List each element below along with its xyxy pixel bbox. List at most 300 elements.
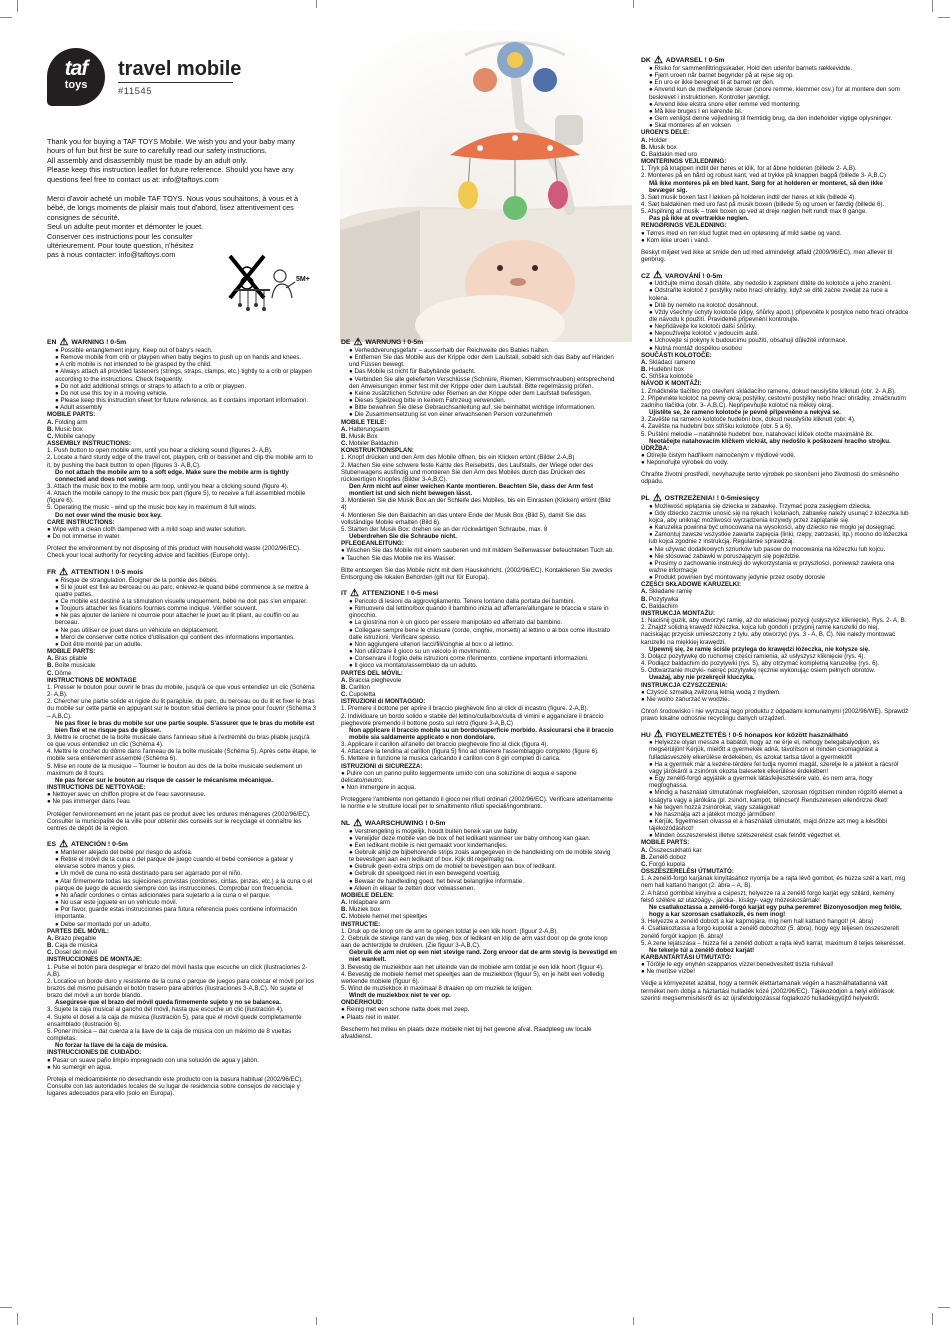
assembly-step: 3. Dołącz pozytywkę do ruchomej części ramienia, aż usłyszysz kliknięcie (rys. 4). bbox=[641, 652, 866, 660]
intro-line: consignes de sécurité. bbox=[47, 212, 120, 222]
warning-title: WARNING ! 0-5m bbox=[71, 339, 127, 347]
warning-item: ● Gebruik geen extra strips om de mobiel te bevestigen aan box of ledikant. bbox=[349, 863, 557, 871]
part-item bbox=[641, 359, 909, 366]
part-item bbox=[47, 949, 317, 956]
assembly-step: 4. Sujete el dosel a la caja de música (ilustración 5), para que el móvil quede completamente ensamblado (ilustración 6). bbox=[47, 1013, 302, 1028]
assembly-step: 4. Csatlakoztassa a forgó kupolát a zenélő dobozhoz (5. ábra), hogy egy teljesen összeszerelt zenélő forgót kapjon (6. ábra)! bbox=[641, 925, 899, 940]
part-letter: A. bbox=[641, 358, 648, 366]
language-code: ES bbox=[47, 841, 57, 849]
warning-item: ● Retire el móvil de la cuna o del parque de juego cuando el bebé comience a gatear y elevarse sobre manos y pies. bbox=[55, 856, 293, 871]
part-item bbox=[641, 137, 909, 144]
warning-item: ● Bitte bewahren Sie diese Gebrauchsanleitung auf, sie beinhaltet wichtige Informationen. bbox=[349, 404, 596, 412]
assembly-step: 2. Monteres på en hård og robust kant, ved at trykke på knappen bagpå (billede 3- A,B,C) bbox=[641, 172, 886, 180]
part-letter: C. bbox=[341, 440, 348, 448]
warning-item: ● Adult assembly bbox=[55, 404, 103, 412]
assembly-note: Ujistěte se, že rameno kolotoče je pevně připevněno a nekývá se. bbox=[649, 409, 841, 417]
assembly-step: 2. Připevněte kolotoč na pevný okraj postýlky, cestovní postýlky nebo hrací ohrádky, zmáčknutím zadního tlačítka (obr. 3- A,B,C). Nepřipevňujte kolotoč na měkký okraj. bbox=[641, 394, 906, 409]
assembly-note: Ne pas fixer le bras du mobile sur une partie souple. S'assurer que le bras du mobile est bien fixé et ne risque pas de glisser. bbox=[55, 719, 315, 734]
warning-item: ● Nie używać dodatkowych sznurków lub pasow do mocowania na łóżeczku lub kojcu. bbox=[649, 545, 886, 553]
warning-heading bbox=[47, 841, 317, 849]
warning-item: ● Risiko for sammenfiltringsskader. Hold den udenfor barnets rækkevidde. bbox=[649, 65, 853, 72]
intro-line: Conserver ces instructions pour les consulter bbox=[47, 231, 193, 241]
care-heading: ISTRUZIONI di SICUREZZA: bbox=[341, 762, 423, 770]
assembly-note: Gebruik de arm niet op een niet stevige rand. Zorg ervoor dat de arm stevig is bevestigd en niet wankelt. bbox=[349, 949, 617, 964]
warning-item: ● Gem venligst denne vejledning til fremtidig brug, da den indeholder vigtige oplysninger. bbox=[649, 115, 893, 123]
warning-item: ● Non aggiungere ulteriori lacci/fili/cinghie al box o al lettino. bbox=[349, 640, 514, 648]
care-item: ● Nie wolno zanurzać w wodzie. bbox=[641, 695, 730, 703]
language-code: DK bbox=[641, 57, 651, 65]
part-item bbox=[641, 847, 909, 854]
warning-item: ● Produkt powinien być montowany jedynie przez osoby dorosłe bbox=[649, 574, 826, 582]
warning-triangle-icon: ⚠ bbox=[653, 55, 663, 66]
taf-toys-logo bbox=[47, 48, 105, 106]
parts-heading: PARTES DEL MÓVIL: bbox=[341, 669, 403, 677]
part-name: Dosel del móvil bbox=[53, 949, 97, 957]
warning-item: ● Fjern uroen når barnet begynder på at rejse sig op. bbox=[649, 72, 795, 80]
warning-item: ● Vždy všechny úchyty kolotoče (klipy, šňůrky apod.) připevněte k postýlce nebo hrací ohrádce dle návodu k použití. Pravidelně připevnění kontrolujte. bbox=[649, 308, 909, 323]
assembly-step: 5. Starten der Musik Box: drehen sie an der rückwärtigen Schraube, max. 8 bbox=[341, 525, 548, 533]
part-letter: C. bbox=[47, 949, 54, 957]
part-name: Baldachim bbox=[647, 602, 678, 610]
environment-note: Protect the environment by not disposing of this product with household waste (2002/96/EC). Check your local authority for recycling advice and facilities (Europe only). bbox=[47, 545, 301, 560]
environment-note: Protéger l'environnement en ne jetant pas ce produit avec les ordures ménageres (2002/96/EC). Consulter la municipalité de la ville pour obtenir des conseils sur le recyclage et connaître les centres de dépôt de la région. bbox=[47, 810, 311, 832]
warning-item: ● Alleen in elkaar te zetten door volwassenen. bbox=[349, 884, 476, 892]
language-code: PL bbox=[641, 495, 650, 503]
assembly-note: Ne pas forcer sur le bouton au risque de casser le mécanisme mécanique. bbox=[55, 776, 274, 784]
part-item bbox=[341, 433, 617, 440]
care-item: ● Kom ikke uroen i vand. bbox=[641, 236, 710, 244]
assembly-heading: ASSEMBLY INSTRUCTIONS: bbox=[47, 440, 131, 448]
warning-triangle-icon: ⚠ bbox=[653, 270, 663, 282]
warning-triangle-icon: ⚠ bbox=[353, 817, 363, 829]
part-letter: B. bbox=[341, 432, 348, 440]
language-code: CZ bbox=[641, 272, 651, 280]
assembly-step: 1. Pulse el botón para desplegar el brazo del móvil hasta que escuche un click (ilustraciones 2-A,B). bbox=[47, 963, 308, 978]
warning-triangle-icon: ⚠ bbox=[59, 337, 69, 348]
warning-item: ● Ha a gyermek már a kezére-térdére fel tudja nyomni magát, szerelje le a játékot a rácsról vagy járókáról a zsinórok okozta balesetek elkerülése érdekében! bbox=[649, 760, 899, 775]
assembly-step: 5. Wind de muziekbox in maximaal 8 draaien op om muziek te krijgen. bbox=[341, 984, 533, 992]
warning-item: ● Karuzelka powinna być umocowana na wysokości, aby dziecko nie mogło jej dosięgnąć. bbox=[649, 524, 896, 532]
part-name: Skládací rameno bbox=[647, 358, 696, 366]
environment-note: Beskyt miljøet ved ikke at smide den ud med almindeligt affald (2009/96/EC), men aflever til genbrug. bbox=[641, 248, 892, 264]
assembly-heading: INSTRUCCIONES DE MONTAJE: bbox=[47, 956, 143, 964]
warning-item: ● Gebruik dit speelgoed niet in een bewegend voertuig. bbox=[349, 870, 501, 878]
warning-item: ● Możliwość wplątania się dziecka w zabawkę. Trzymać poza zasięgiem dziecka. bbox=[649, 502, 872, 510]
care-item: ● Pasar un suave paño limpio impregnado con una solución de agua y jabón. bbox=[47, 1056, 259, 1064]
part-letter: C. bbox=[47, 669, 54, 677]
part-letter: B. bbox=[341, 683, 348, 691]
warning-item: ● Das Mobile ist nicht für Babyhände gedacht. bbox=[349, 368, 476, 376]
warning-title: ATTENTION ! 0-5 mois bbox=[71, 568, 144, 576]
care-item: ● Czyścić szmatką zwilżoną letnią wodą z mydłem. bbox=[641, 688, 781, 696]
mobile-toy-pictogram bbox=[232, 285, 272, 313]
parts-heading: PARTES DEL MÓVIL: bbox=[47, 927, 109, 935]
assembly-step: 5. Mise en route de la musique – Tourner le bouton au dos de la boîte musicale seulement un maximum de 8 tours. bbox=[47, 762, 303, 777]
assembly-heading: KONSTRUKTIONSPLAN: bbox=[341, 447, 414, 455]
warning-item: ● Non utilizzare il gioco su un veicolo in movimento. bbox=[349, 648, 491, 656]
care-item: ● Tørres med en ren klud fugtet med en opløsning af mild sæbe og vand. bbox=[641, 229, 842, 237]
warning-item: ● Ne tegyen hozzá zsinórokat, vagy szalagokat! bbox=[649, 803, 781, 811]
part-name: Carillon bbox=[347, 683, 370, 691]
part-name: Folding arm bbox=[53, 418, 88, 426]
warning-heading bbox=[341, 339, 617, 347]
language-code: HU bbox=[641, 731, 651, 739]
assembly-step: 5. Operating the music - wind up the music box key in maximum 8 full winds. bbox=[47, 504, 257, 512]
warning-item: ● Possible entanglement injury. Keep out of baby's reach. bbox=[55, 347, 213, 354]
part-name: Pozytywka bbox=[647, 595, 679, 603]
warning-item: ● Conservare il foglio delle istruzioni come riferimento, contiene importanti informazioni. bbox=[349, 655, 589, 663]
warning-item: ● Verstrengeling is mogelijk, houdt buiten bereik van uw baby. bbox=[349, 827, 519, 835]
assembly-step: 5. Mettere in funzione la musica caricando il carillon con 8 giri completi di carica. bbox=[341, 755, 561, 763]
part-item bbox=[641, 144, 909, 151]
environment-note: Chraňte životní prostředí, nevyhazujte tento výrobek po skončení jeho životnosti do směsného odpadu. bbox=[641, 471, 899, 486]
part-item bbox=[47, 662, 317, 669]
warning-heading bbox=[641, 731, 909, 739]
warning-item: ● Nepřidávejte ke kolotoči další šňůrky. bbox=[649, 323, 757, 331]
assembly-step: 5. Puštění melodie – natáhněte hudební box, natahovací klíček otočte maximálně 8x. bbox=[641, 430, 874, 438]
care-heading: ÚDRŽBA: bbox=[641, 444, 670, 452]
product-photo bbox=[340, 30, 632, 342]
warning-item: ● Gdy dziecko zacznie unosić się na rękach i kolanach, zabawkę należy usunąć z łóżeczka lub kojca, aby uniknąć możliwości wyrządzenia krzywdy przez zaplątanie się. bbox=[649, 509, 909, 524]
age-badge: 5M+ bbox=[296, 276, 310, 283]
part-item bbox=[341, 899, 617, 906]
part-letter: C. bbox=[641, 373, 648, 381]
warning-item: ● Keine zusätzlichen Schnüre oder Riemen an der Krippe oder dem Laufstall befestigen. bbox=[349, 389, 592, 397]
assembly-step: 1. Presser le bouton pour ouvrir le bras du mobile, jusqu'à ce que vous entendiez un clic (Schéma 2- A,B). bbox=[47, 683, 315, 699]
assembly-step: 1. A zenélő-forgó karjának kinyitásához nyomja be a rajta lévő gombot, és húzza szét a kart, míg nem hall kattanó hangot (2. ábra – A, B). bbox=[641, 875, 906, 890]
environment-note: Bitte entsorgen Sie das Mobile nicht mit dem Hauskehricht. (2002/96/EC). Kontaktieren Sie zwecks Entsorgung die lokalen Behörden (gilt nur für Europa). bbox=[341, 566, 613, 581]
warning-item: ● Må ikke bruges I en kørende bil. bbox=[649, 107, 743, 115]
care-item: ● Plaats niet in water. bbox=[341, 1013, 401, 1021]
warning-item: ● Risque de strangulation. Éloigner de la portée des bébés. bbox=[55, 576, 218, 584]
part-name: Baldakin med uro bbox=[647, 150, 698, 158]
part-letter: C. bbox=[341, 691, 348, 699]
intro-line: Seul un adulte peut monter et démonter le jouet. bbox=[47, 222, 204, 232]
part-item bbox=[341, 691, 617, 698]
crop-mark bbox=[932, 0, 933, 12]
warning-triangle-icon: ⚠ bbox=[59, 566, 69, 578]
language-code: IT bbox=[341, 590, 348, 598]
part-letter: B. bbox=[641, 853, 648, 861]
warning-item: ● Anvend ikke ekstra snore eller remme ved montering. bbox=[649, 100, 801, 108]
baby-pictogram bbox=[268, 268, 298, 302]
part-letter: A. bbox=[341, 676, 348, 684]
assembly-step: 3. Applicare il carillon all'anello del braccio pieghevole fino al click (figura 4). bbox=[341, 741, 549, 749]
warning-item: ● Kérjük, figyelmesen olvassa el a használati útmutatót, majd őrizze azt meg a későbbi tájékozódáshoz! bbox=[649, 818, 887, 833]
assembly-note: Ueberdrehen Sie die Schraube nicht. bbox=[349, 533, 457, 541]
warning-item: ● Debe ser montado por un adulto. bbox=[55, 920, 151, 928]
warning-item: ● Ne használja azt a játékot mozgó járműben! bbox=[649, 810, 775, 818]
assembly-step: 4. Attaccare la tendina al carillon (figura 5) fino ad ottenere l'assemblaggio completo (figure 6). bbox=[341, 748, 599, 756]
care-item: ● Törölje le egy enyhén szappanos vízzel benedvesített tiszta ruhával! bbox=[641, 961, 834, 969]
warning-item: ● Doit être monté par un adulte. bbox=[55, 640, 143, 648]
environment-note: Chroń środowisko i nie wyrzucaj tego produktu z odpadami komunalnymi (2002/96/WE). Sprawdź prawo lokalne odnośnie recyclingu danych urządzeń. bbox=[641, 707, 909, 723]
column-3 bbox=[641, 57, 909, 1002]
warning-item: ● Verheddverungsgefahr – ausserhalb der Reichweite des Babies halten. bbox=[349, 347, 550, 354]
parts-heading: SOUČÁSTI KOLOTOČE: bbox=[641, 351, 712, 359]
assembly-step: 4. Sæt baldakinen med uro fast på musik boxen (billede 5) og uroen er færdig (billede 6). bbox=[641, 200, 885, 208]
assembly-note: Windt de muziekbox niet te ver op. bbox=[349, 992, 451, 1000]
warning-heading bbox=[641, 57, 909, 65]
parts-heading: MOBILE PARTS: bbox=[47, 411, 96, 419]
assembly-note: Ne tekerje túl a zenélő doboz karját! bbox=[649, 946, 755, 954]
warning-item: ● Un móvil de cuna no está destinado para ser agarrado por el niño. bbox=[55, 870, 243, 878]
assembly-step: 5. Poner música – dar cuerda a la llave de la caja de música con un máximo de 8 vueltas completas. bbox=[47, 1027, 292, 1043]
part-item bbox=[641, 603, 909, 610]
warning-item: ● Verwijder deze mobile van de box of het ledikant wanneer uw baby omhoog kan gaan. bbox=[349, 834, 591, 842]
part-name: Hudební box bbox=[647, 366, 684, 374]
intro-line: ultérieurement. Pour toute question, n'hésitez bbox=[47, 241, 194, 251]
warning-item: ● Always attach all provided fasteners (strings, straps, clamps, etc.) tightly to a crib or playpen according to the instructions. Check frequently. bbox=[55, 368, 312, 383]
warning-item: ● Si le jouet est fixé au berceau ou au parc, enlevez-le quand bébé commence à se mettre à quatre pattes. bbox=[55, 583, 309, 598]
assembly-note: Do not attach the mobile arm to a soft edge. Make sure the mobile arm is tightly connected and does not swing. bbox=[55, 468, 289, 483]
intro-line: All assembly and disassembly must be made by an adult only. bbox=[47, 155, 248, 165]
warning-item: ● Mantener alejado del bebé por riesgo de asfixia. bbox=[55, 849, 193, 856]
warning-title: OSTRZEŻENIA! ! 0-5miesięcy bbox=[664, 495, 760, 503]
assembly-step: 5. Afspilning af musik – træk boxen op ved at dreje nøglen helt rundt max 8 gange. bbox=[641, 208, 867, 216]
care-item: ● Ne pas immerger dans l'eau bbox=[47, 798, 130, 806]
part-item bbox=[341, 440, 617, 447]
warning-triangle-icon: ⚠ bbox=[353, 337, 363, 348]
assembly-step: 2. Chercher une partie solide et rigide du lit parapluie, du parc, du berceau ou du lit et fixer le bras du mobile sur cette partie en appuyant sur le bouton situé derrière la pince pour l'ouvrir (Schéma 3 – A,B,C). bbox=[47, 698, 317, 720]
warning-heading bbox=[47, 339, 317, 347]
warning-heading bbox=[641, 272, 909, 280]
assembly-heading: NÁVOD K MONTÁŽI: bbox=[641, 380, 702, 388]
assembly-step: 1. Druk op de knop om de arm te openen totdat je een klik hoort. (figuur 2-A,B). bbox=[341, 927, 559, 935]
fold-mark bbox=[316, 1317, 317, 1325]
assembly-step: 1. Tryk på knappen indtil der høres et klik, for at åbne holderen (billede 2- A,B). bbox=[641, 165, 857, 173]
part-letter: B. bbox=[47, 942, 54, 950]
part-name: Mobile canopy bbox=[53, 432, 95, 440]
part-item bbox=[341, 684, 617, 691]
warning-item: ● Pericolo di lesioni da aggrovigliamento. Tenere lontano dalla portata dei bambini. bbox=[349, 598, 576, 605]
assembly-note: Upewnij się, że ramię ściśle przylega do krawędzi łóżeczka, nie kołysze się. bbox=[649, 645, 870, 653]
assembly-step: 4. Zavěšte na hudební box stříšku kolotoče (obr. 5 a 6). bbox=[641, 423, 793, 431]
part-letter: A. bbox=[641, 846, 648, 854]
warning-item: ● Mindig a használati útmutatónak megfelelően, szorosan rögzítsen minden rögzítő elemet a kiságyra vagy a járókára (pl. zsinórt, kampót, bilincset)! Rendszeresen ellenőrizze őket! bbox=[649, 789, 903, 804]
environment-note: Bescherm het milieu en plaats deze mobiele niet bij het gewone afval. Raadpleeg uw locale afvaldienst. bbox=[341, 1025, 592, 1040]
warning-item: ● Ne pas ajouter de lanière ni courroie pour attacher le jouet au lit pliant, au couffin ou au berceau. bbox=[55, 612, 299, 627]
assembly-step: 2. Machen Sie eine schwere feste Kante des Reisebetts, des Laufstalls, der Wiege oder des Stubenwagens ausfindig und montieren Sie den Arm des Mobiles durch das Drücken des rückwertigen Knopfes (Bilder 3-A,B,C). bbox=[341, 461, 594, 483]
part-letter: B. bbox=[47, 425, 54, 433]
care-heading: RENGØRINGS VEJLEDNING: bbox=[641, 222, 727, 230]
warning-item: ● Il gioco va montato/assemblato da un adulto. bbox=[349, 662, 478, 670]
assembly-heading: INSTRUCTIE: bbox=[341, 920, 381, 928]
column-1 bbox=[47, 339, 317, 1097]
part-letter: A. bbox=[47, 655, 54, 663]
warning-item: ● Een ledikant mobile is niet gemaakt voor kinderhandjes. bbox=[349, 841, 508, 849]
part-name: Caja de música bbox=[53, 942, 98, 950]
part-letter: A. bbox=[341, 425, 348, 433]
warning-item: ● Por favor, guarde estas instrucciones para futura referencia pues contiene información importante. bbox=[55, 906, 298, 921]
warning-heading bbox=[341, 590, 617, 598]
crop-mark bbox=[17, 1313, 18, 1325]
assembly-heading: INSTRUCTIONS DE MONTAGE bbox=[47, 676, 137, 684]
part-name: Bras pliable bbox=[53, 655, 88, 663]
assembly-step: 4. Montieren Sie den Baldachin an das untere Ende der Musik Box (Bild 5), damit Sie das vollständige Mobile erhalten (Bild 6). bbox=[341, 511, 586, 526]
care-item: ● Nettoyer avec un chiffon propre et de l'eau savonneuse. bbox=[47, 791, 206, 799]
parts-heading: MOBILE PARTS: bbox=[641, 839, 690, 847]
part-item bbox=[341, 913, 617, 920]
part-name: Musik Box bbox=[347, 432, 378, 440]
assembly-note: Neotáčejte natahovacím klíčkem vickrát, aby nedošlo k poškození hracího strojku. bbox=[649, 437, 891, 445]
intro-line: Merci d'avoir acheté un mobile TAF TOYS. Nous vous souhaitons, à vous et à bbox=[47, 194, 299, 203]
assembly-heading: ISTRUZIONI di MONTAGGIO: bbox=[341, 698, 426, 706]
part-letter: C. bbox=[641, 602, 648, 610]
assembly-step: 3. Montieren Sie die Musik Box an der Schleife des Mobiles, bis ein Einrasten (Klicken) ertönt (Bild 4) bbox=[341, 497, 611, 512]
warning-triangle-icon: ⚠ bbox=[350, 588, 360, 599]
care-heading: INSTRUKCJA CZYSZCZENIA: bbox=[641, 681, 728, 689]
assembly-step: 3. Bevestig de muziekbox aan het uiteinde van de mobiele arm totdat je een klik hoort (figuur 4). bbox=[341, 963, 604, 971]
fold-mark bbox=[633, 0, 634, 8]
assembly-step: 3. Sæt musik boxen fast I løkken på holderen indtil der høres et klik (billede 4). bbox=[641, 193, 856, 201]
part-letter: B. bbox=[47, 662, 54, 670]
fold-mark bbox=[316, 0, 317, 8]
assembly-step: 1. Knopf drücken und den Arm des Mobile öffnen, bis ein Klicken ertönt (Bilder 2-A,B) bbox=[341, 454, 575, 462]
part-letter: C. bbox=[47, 432, 54, 440]
part-name: Cupoletta bbox=[347, 691, 376, 699]
assembly-note: Ne csatlakoztassa a zenélő-forgó karját egy puha peremre! Bizonyosodjon meg felőle, hogy a kar szorosan csatlakozik, és nem inog! bbox=[649, 903, 902, 919]
part-name: Forgó kupola bbox=[647, 860, 686, 868]
intro-en bbox=[47, 137, 332, 184]
assembly-note: Asegúrese que el brazo del móvil queda firmemente sujeto y no se balancea. bbox=[55, 999, 281, 1007]
warning-item: ● Merci de conserver cette notice d'utilisation qui contient des informations importantes. bbox=[55, 633, 295, 641]
warning-heading bbox=[341, 817, 617, 829]
care-heading: ONDERHOUD: bbox=[341, 999, 384, 1007]
part-name: Mobiele hemel met speeltjes bbox=[347, 913, 428, 921]
crop-mark bbox=[938, 1307, 950, 1308]
assembly-note: Den Arm nicht auf einer weichen Kante montieren. Beachten Sie, dass der Arm fest montiert ist und sich nicht bewegen lässt. bbox=[349, 482, 594, 498]
warning-title: WAARSCHUWING ! 0-5m bbox=[365, 819, 446, 827]
part-item bbox=[47, 433, 317, 440]
assembly-note: No forzar la llave de la caja de música. bbox=[55, 1042, 168, 1050]
warning-item: ● Do not add additional strings or straps to attach to a crib or playpen. bbox=[55, 382, 247, 390]
parts-heading: MOBILE TEILE: bbox=[341, 418, 387, 426]
intro-fr bbox=[47, 194, 332, 260]
intro-line: Thank you for buying a TAF TOYS Mobile. We wish you and your baby many bbox=[47, 137, 295, 146]
warning-item: ● Gebruik altijd de bijbehorende strips zoals aangegeven in de handleiding om de mobile stevig te bevestigen aan een ledikant of box. Kijk dit regelmatig na. bbox=[349, 849, 611, 864]
warning-item: ● Uchovejte si pokyny k budoucímu použití, obsahují důležité informace. bbox=[649, 337, 848, 345]
warning-title: ATTENZIONE ! 0-5 mesi bbox=[362, 590, 439, 598]
assembly-step: 4. Attach the mobile canopy to the music box part (figure 5), to receive a full assembled mobile (figure 6). bbox=[47, 490, 306, 505]
part-letter: A. bbox=[641, 136, 648, 144]
assembly-step: 1. Naciśnij guzik, aby otworzyć ramię, aż do właściwej pozycji (usłyszysz kliknięcie). Rys. 2- A, B. bbox=[641, 617, 907, 625]
assembly-step: 3. Attach the music box to the mobile arm loop, until you hear a clicking sound (figure 4). bbox=[47, 482, 289, 490]
care-heading: PFLEGEANLEITUNG: bbox=[341, 540, 404, 548]
part-letter: B. bbox=[641, 366, 648, 374]
part-letter: A. bbox=[341, 899, 348, 907]
logo-text-bottom: toys bbox=[64, 79, 88, 91]
warning-item: ● Udržujte mimo dosah dítěte, aby nedošlo k zapletení dítěte do kolotoče a jeho zranění. bbox=[649, 280, 892, 288]
part-name: Zenélő doboz bbox=[647, 853, 687, 861]
parts-heading: MOBIELE DELEN: bbox=[341, 891, 394, 899]
care-item: ● Tauchen Sie das Mobile nie ins Wasser. bbox=[341, 554, 456, 562]
crop-mark bbox=[17, 0, 18, 12]
assembly-step: 2. Gebruik de stevige rand van de wieg, box of ledikant en klip de arm vast door op de grote knop aan de achterzijde te drukken. (Zie figuur 3-A,B,C). bbox=[341, 934, 608, 950]
part-item bbox=[641, 151, 909, 158]
warning-item: ● Remove mobile from crib or playpen when baby begins to push up on hands and knees. bbox=[55, 354, 302, 362]
assembly-heading: INSTRUKCJA MONTAŻU: bbox=[641, 609, 715, 617]
part-letter: C. bbox=[641, 860, 648, 868]
assembly-step: 3. Mettre le crochet de la boîte musicale dans l'anneau situé à l'extrémité du bras pliable jusqu'à ce que vous entendiez un clic (Schéma 4). bbox=[47, 733, 310, 749]
part-name: Holder bbox=[647, 136, 668, 144]
warning-item: ● Dítě by nemělo na kolotoč dosáhnout. bbox=[649, 301, 759, 309]
column-2 bbox=[341, 339, 617, 1040]
warning-item: ● Toujours attacher les fixations fournies comme indiqué. Vérifier souvent. bbox=[55, 605, 258, 613]
part-letter: C. bbox=[641, 150, 648, 158]
part-item bbox=[341, 677, 617, 684]
warning-item: ● Nepoužívejte kolotoč v jedoucím autě. bbox=[649, 330, 760, 338]
part-item bbox=[341, 906, 617, 913]
care-heading: INSTRUCTIONS DE NETTOYAGE: bbox=[47, 784, 146, 792]
warning-item: ● Rimuovere dal lettino/box quando il bambino inizia ad afferrare/allungare le braccia e stare in ginocchio. bbox=[349, 605, 609, 620]
warning-item: ● Die Zusammensetzung ist von einer erwachsenen Person vorzunehmen bbox=[349, 411, 553, 419]
crop-mark bbox=[0, 17, 12, 18]
assembly-step: 1. Push button to open mobile arm, until you hear a clicking sound (figures 2- A,B). bbox=[47, 447, 273, 455]
fold-mark bbox=[633, 1317, 634, 1325]
assembly-note: Uważaj, aby nie przekręcił kluczyka. bbox=[649, 674, 755, 682]
care-heading: KARBANTARTÁSI ÚTMUTATÓ: bbox=[641, 953, 732, 961]
environment-note: Proteja el medioambiente no desechando este producto con la basura habitual (2002/96/EC). Consulte con las autoridades locales de su lugar de residencia sobre consejos de reciclaje y lugares adecuados para ello (solo en Europa). bbox=[47, 1075, 303, 1098]
assembly-step: 3. Zavěšte na rameno kolotoče hudební box, dokud neuslyšíte kliknutí (obr. 4). bbox=[641, 416, 856, 424]
warning-item: ● No añadir cordones o cintas adicionales para sujetarlo a la cuna o el parque. bbox=[55, 891, 271, 899]
warning-item: ● Verbinden Sie alle gelieferten Verschlüsse (Schnüre, Riemen, Klemmschrauben) entsprechend den Anweisungen immer fest mit der Krippe oder dem Laufstall. Bitte regelmässig prüfen. bbox=[349, 375, 615, 390]
warning-title: WARNUNG ! 0-5m bbox=[365, 339, 424, 347]
crop-mark bbox=[938, 17, 950, 18]
warning-item: ● Helyezze olyan messze a babától, hogy az ne érje el, nehogy belegabalyodjon, és megsérüljön! Kérjük, mielőtt a gyermekek adná, távolítson el minden csomagolást a fulladásveszély elkerülése érdekében, és azokat tartsa távol a gyermektől! bbox=[649, 739, 880, 761]
assembly-note: Do not over wind the music box key. bbox=[55, 511, 162, 519]
part-item bbox=[641, 854, 909, 861]
assembly-step: 2. Locate a hard sturdy edge of the travel cot, playpen, crib or bassinet and clip the mobile arm to it, by pushing the back button to open (figures 3- A,B,C). bbox=[47, 454, 313, 469]
care-item: ● Wipe with a clean cloth dampened with a mild soap and water solution. bbox=[47, 525, 247, 533]
care-item: ● Do not immerse in water. bbox=[47, 533, 121, 541]
title-underline bbox=[118, 82, 233, 83]
warning-item: ● Odstraňte kolotoč z postýlky nebo hrací ohrádky, když se dítě začne zvedat za ruce a kolena. bbox=[649, 287, 888, 302]
part-name: Składane ramię bbox=[647, 588, 692, 596]
warning-item: ● Prosimy o zachowanie instrukcji do wykorzystania w przyszłości, ponieważ zawiera ona ważne informacje bbox=[649, 559, 895, 574]
warning-title: FIGYELMEZTETÉS ! 0-5 hónapos kor között használható bbox=[665, 731, 849, 739]
part-name: Halterungsarm bbox=[347, 425, 390, 433]
parts-heading: CZĘŚCI SKŁADOWE KARUZELKI: bbox=[641, 581, 742, 589]
warning-heading bbox=[47, 566, 317, 578]
assembly-step: 3. Sujete la caja musical al gancho del móvil, hasta que escuche un clic (ilustración 4). bbox=[47, 1006, 284, 1014]
assembly-note: Må ikke monteres på en bled kant. Sørg for at holderen er monteret, så den ikke bevæger sig. bbox=[649, 179, 883, 194]
warning-item: ● En uro er ikke beregnet til at barnet rør den. bbox=[649, 79, 775, 87]
part-item bbox=[641, 588, 909, 595]
care-heading: CARE INSTRUCTIONS: bbox=[47, 518, 115, 526]
warning-item: ● Skal monteres af en voksen bbox=[649, 122, 731, 130]
part-item bbox=[641, 596, 909, 603]
assembly-step: 4. Mettre le crochet du dôme dans l'anneau de la boîte musicale (Schéma 5). Après cette étape, le mobile sera entièrement assemblé (Schéma 6). bbox=[47, 748, 317, 763]
warning-item: ● Ne pas utiliser ce jouet dans un véhicule en déplacement. bbox=[55, 626, 219, 634]
assembly-step: 2. Localice un borde duro y resistente de la cuna o parque de juegos para colocar el móvil por los brazos del mismo pulsando el botón trasero para abrirlos (ilustraciones 3-A,B,C). No sujete el brazo del móvil a un borde blando. bbox=[47, 977, 314, 1000]
warning-title: VAROVÁNÍ ! 0-5m bbox=[665, 272, 723, 280]
warning-item: ● Minden összeszerelést illetve szétszerelést csak felnőtt végezhet el. bbox=[649, 832, 841, 840]
warning-item: ● No usar este juguete en un vehículo móvil. bbox=[55, 899, 178, 907]
part-name: Összecsukható kar bbox=[647, 846, 702, 854]
warning-title: ATENCIÓN ! 0-5m bbox=[71, 841, 128, 849]
part-item bbox=[341, 426, 617, 433]
environment-note: Proteggere l'ambiente non gettando il gioco nei rifiuti ordinari (2002/96/EC). Verificare attentamente le norme e le strutture locali per lo smaltimento rifiuti speciali/ingombranti. bbox=[341, 796, 613, 811]
care-item: ● Neponořujte výrobek do vody. bbox=[641, 459, 729, 467]
intro-line: questions feel free to contact us at: info@taftoys.com bbox=[47, 174, 219, 184]
warning-item: ● Atar firmemente todas las sujeciones provistas (cordones, cintas, pinzas, etc.) a la cuna o el parque de juego de acuerdo siempre con las instrucciones. Comprobar con frecuencia. bbox=[55, 877, 313, 892]
care-item: ● Pulire con un panno pulito leggermente umido con una soluzione di acqua e sapone delicato/neutro. bbox=[341, 769, 577, 784]
warning-item: ● Dieses Spielzeug bitte in keinem Fahrzeug verwenden. bbox=[349, 397, 506, 405]
part-item bbox=[641, 366, 909, 373]
crop-mark bbox=[932, 1313, 933, 1325]
intro-line: hours of fun but first be sure to carefully read our safety instructions. bbox=[47, 146, 267, 156]
